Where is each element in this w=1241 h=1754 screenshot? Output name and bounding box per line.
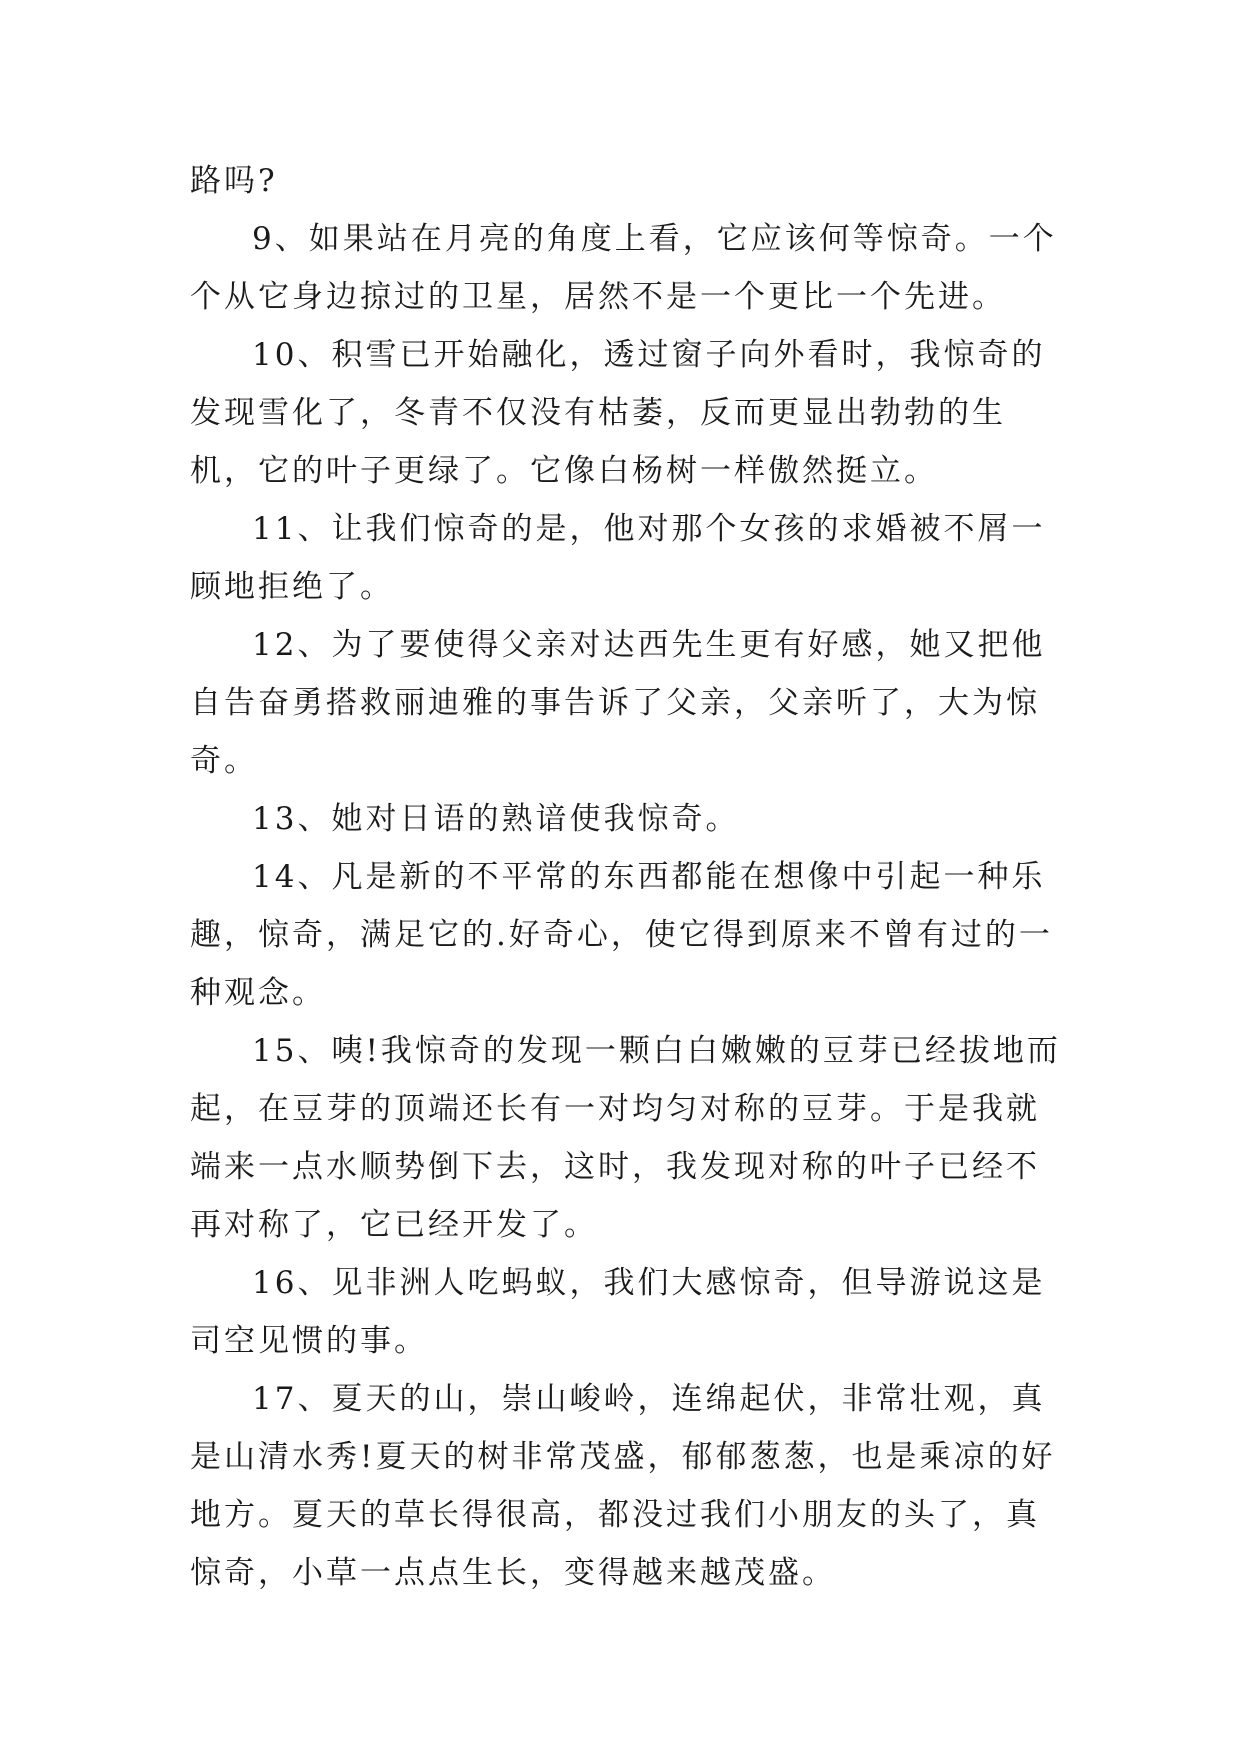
paragraph-item-16: 16、见非洲人吃蚂蚁，我们大感惊奇，但导游说这是司空见惯的事。 (190, 1265, 1046, 1359)
paragraph-item-14: 14、凡是新的不平常的东西都能在想像中引起一种乐趣，惊奇，满足它的.好奇心，使它得到原来不曾有过的一种观念。 (190, 859, 1053, 1011)
paragraph-item-9: 9、如果站在月亮的角度上看，它应该何等惊奇。一个个从它身边掠过的卫星，居然不是一个更比一个先进。 (190, 221, 1057, 315)
document-body (190, 152, 1070, 1602)
paragraph-item-11: 11、让我们惊奇的是，他对那个女孩的求婚被不屑一顾地拒绝了。 (190, 511, 1046, 605)
paragraph-item-15: 15、咦!我惊奇的发现一颗白白嫩嫩的豆芽已经拔地而起，在豆芽的顶端还长有一对均匀对称的豆芽。于是我就端来一点水顺势倒下去，这时，我发现对称的叶子已经不再对称了，它已经开发了。 (190, 1033, 1061, 1243)
paragraph-item-13: 13、她对日语的熟谙使我惊奇。 (252, 801, 740, 837)
paragraph-item-12: 12、为了要使得父亲对达西先生更有好感，她又把他自告奋勇搭救丽迪雅的事告诉了父亲，父亲听了，大为惊奇。 (190, 627, 1046, 779)
paragraph-continuation: 路吗? (190, 163, 278, 199)
paragraph-item-17: 17、夏天的山，崇山峻岭，连绵起伏，非常壮观，真是山清水秀!夏天的树非常茂盛，郁郁葱葱，也是乘凉的好地方。夏天的草长得很高，都没过我们小朋友的头了，真惊奇，小草一点点生长，变得越来越茂盛。 (190, 1381, 1056, 1591)
paragraph-item-10: 10、积雪已开始融化，透过窗子向外看时，我惊奇的发现雪化了，冬青不仅没有枯萎，反而更显出勃勃的生机，它的叶子更绿了。它像白杨树一样傲然挺立。 (190, 337, 1046, 489)
